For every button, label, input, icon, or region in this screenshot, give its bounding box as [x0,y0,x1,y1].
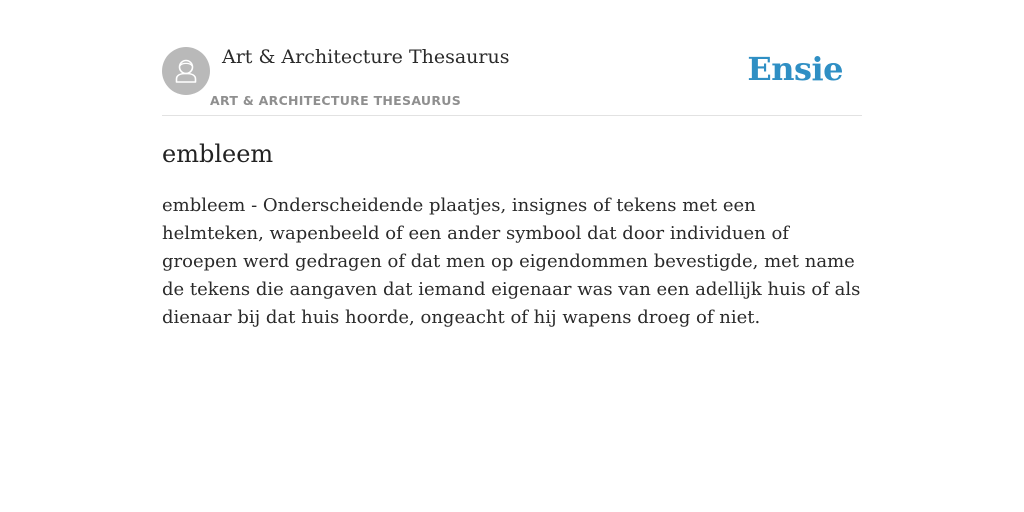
author-avatar[interactable] [162,47,210,95]
publisher-label[interactable]: ART & ARCHITECTURE THESAURUS [210,93,462,108]
ensie-logo[interactable]: Ensie [747,50,843,88]
definition-term: embleem [162,195,246,216]
definition-text: Onderscheidende plaatjes, insignes of tekens met een helmteken, wapenbeeld of een ander symbool dat door individuen of groepen werd gedragen of dat men op eigendommen bevestigde, met name de tekens die aangaven dat iemand eigenaar was van een adellijk huis of als dienaar bij dat huis hoorde, ongeacht of hij wapens droeg of niet. [162,195,861,328]
page-container [162,0,862,512]
entry-header [162,0,862,116]
author-link[interactable]: Art & Architecture Thesaurus [222,46,510,68]
definition-separator: - [245,195,263,216]
user-icon [162,47,210,95]
entry-definition [162,192,862,332]
entry-title: embleem [162,140,274,168]
